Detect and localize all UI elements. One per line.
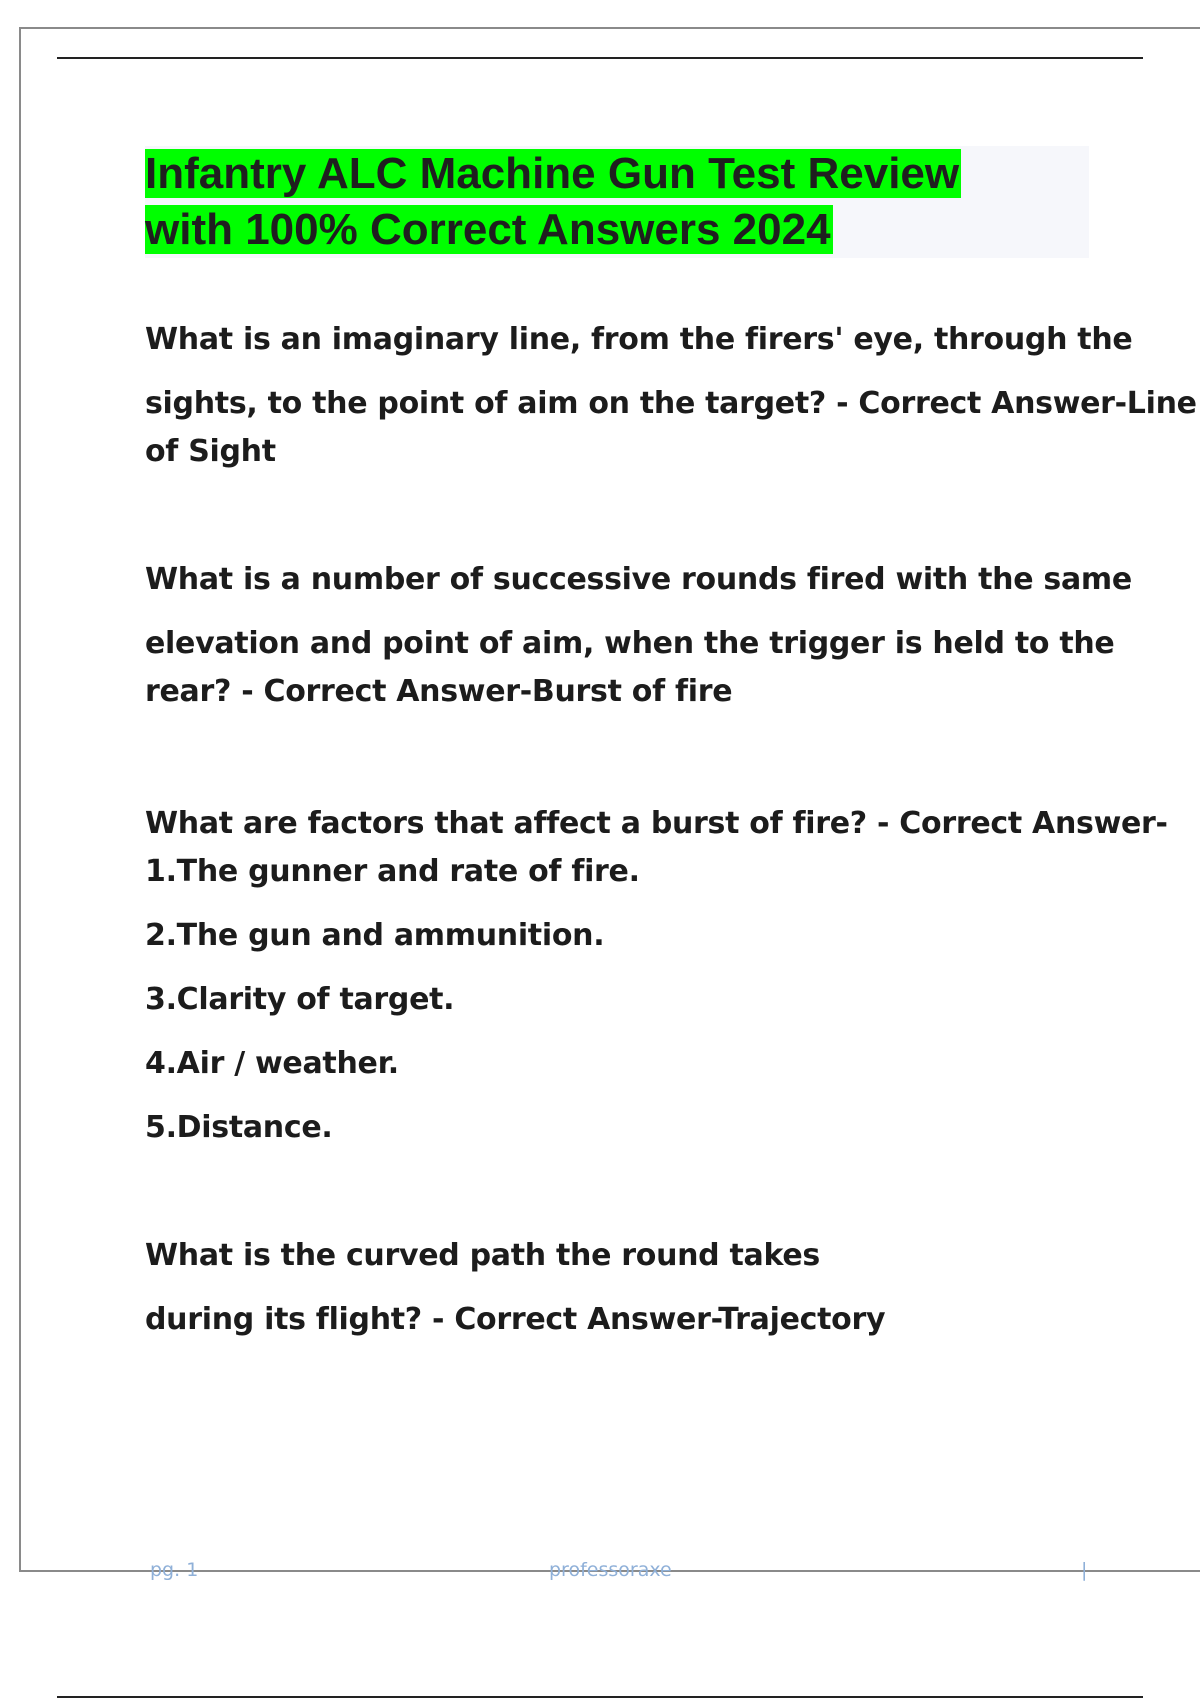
qa-item-4 (145, 1234, 1095, 1342)
qa-line: 4.Air / weather. (145, 1046, 399, 1081)
title-line-1: Infantry ALC Machine Gun Test Review (145, 149, 960, 198)
qa-line: elevation and point of aim, when the trigger is held to the (145, 626, 1115, 661)
qa-line: during its flight? - Correct Answer-Trajectory (145, 1302, 886, 1337)
qa-item-1 (145, 318, 1197, 474)
footer-rule (57, 1696, 1143, 1698)
qa-line: What is the curved path the round takes (145, 1238, 820, 1273)
qa-line: rear? - Correct Answer-Burst of fire (145, 674, 733, 709)
qa-line: What are factors that affect a burst of fire? - Correct Answer- (145, 806, 1168, 841)
qa-line: What is an imaginary line, from the firers' eye, through the (145, 322, 1133, 357)
document-title (145, 146, 1089, 258)
qa-line: of Sight (145, 434, 276, 469)
qa-line: 3.Clarity of target. (145, 982, 455, 1017)
qa-line: 5.Distance. (145, 1110, 333, 1145)
title-line-2: with 100% Correct Answers 2024 (145, 205, 831, 254)
qa-line: 1.The gunner and rate of fire. (145, 854, 640, 889)
qa-item-3 (145, 802, 1168, 1150)
qa-item-2 (145, 558, 1132, 714)
footer-mark: | (1081, 1559, 1088, 1581)
header-rule (57, 57, 1143, 59)
qa-line: 2.The gun and ammunition. (145, 918, 605, 953)
footer-page-number: pg. 1 (150, 1559, 199, 1581)
footer-author: professoraxe (549, 1559, 672, 1581)
qa-line: What is a number of successive rounds fired with the same (145, 562, 1132, 597)
qa-line: sights, to the point of aim on the target? - Correct Answer-Line (145, 386, 1197, 421)
title-block (145, 146, 1089, 258)
